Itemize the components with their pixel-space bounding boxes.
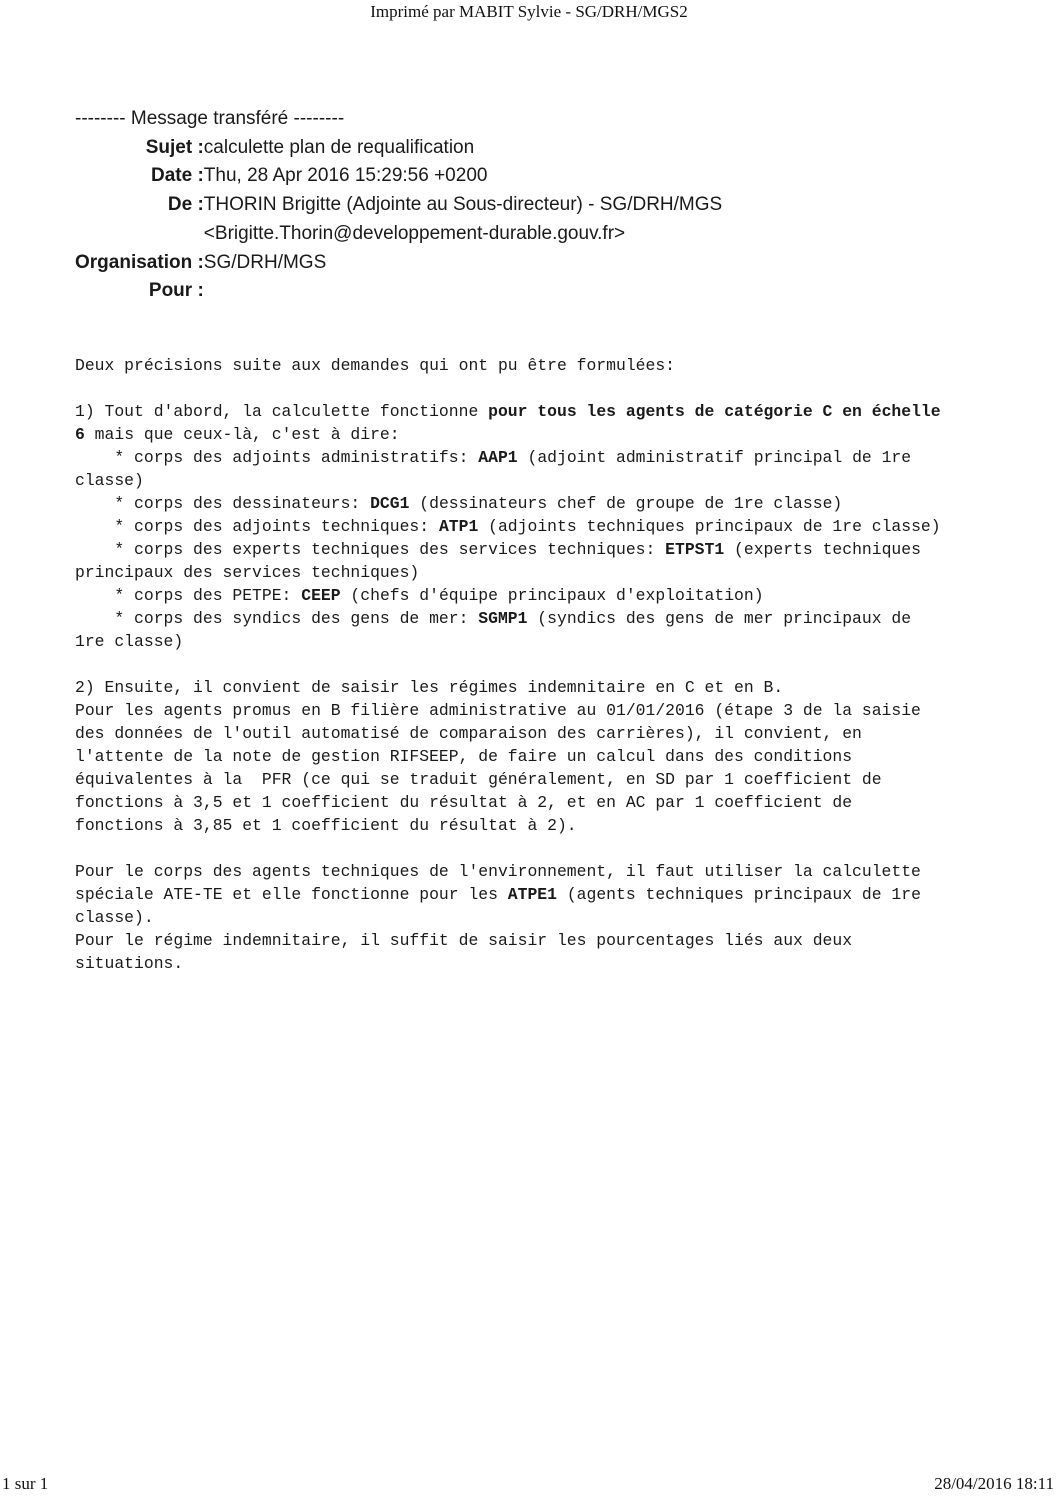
field-label: Organisation : bbox=[75, 251, 204, 273]
header-fields bbox=[75, 134, 722, 306]
corps-code: ATP1 bbox=[438, 517, 479, 536]
from-value bbox=[204, 191, 722, 248]
print-datetime: 28/04/2016 18:11 bbox=[934, 1474, 1054, 1493]
corps-code: CEEP bbox=[301, 586, 341, 605]
field-label: Pour : bbox=[148, 280, 204, 302]
forward-title: -------- Message transféré -------- bbox=[75, 108, 345, 129]
corps-code: AAP1 bbox=[478, 448, 518, 467]
subject-value: calculette plan de requalification bbox=[203, 136, 475, 158]
field-label: De : bbox=[167, 194, 204, 216]
organisation-value: SG/DRH/MGS bbox=[203, 251, 327, 273]
field-from bbox=[75, 191, 722, 248]
corps-label: * corps des experts techniques des services techniques: bbox=[75, 540, 666, 559]
corps-description: (adjoints techniques principaux de 1re classe) bbox=[478, 517, 941, 536]
point-3-code: ATPE1 bbox=[507, 885, 557, 904]
field-organisation bbox=[75, 249, 722, 278]
corps-list-item bbox=[75, 609, 911, 651]
to-value bbox=[204, 277, 722, 306]
intro-paragraph: Deux précisions suite aux demandes qui ont pu être formulées: bbox=[75, 356, 675, 375]
point-3-text: Pour le corps des agents techniques de l'environnement, il faut utiliser la calculette spéciale ATE-TE et elle fonctionne pour les bbox=[75, 862, 921, 904]
point-2-paragraph: 2) Ensuite, il convient de saisir les régimes indemnitaire en C et en B. Pour les agents promus en B filière administrative au 01/01/2016 (étape 3 de la saisie des données de l'outil automatisé de comparaison des carrières), il convient, en l'attente de la note de gestion RIFSEEP, de faire un calcul dans des conditions équivalentes à la PFR (ce qui se traduit généralement, en SD par 1 coefficient de fonctions à 3,5 et 1 coefficient du résultat à 2, et en AC par 1 coefficient de fonctions à 3,85 et 1 coefficient du résultat à 2). bbox=[75, 678, 921, 835]
corps-list-item bbox=[75, 586, 764, 605]
forwarded-message-header bbox=[75, 105, 722, 306]
field-subject bbox=[75, 134, 722, 163]
date-value: Thu, 28 Apr 2016 15:29:56 +0200 bbox=[203, 165, 488, 187]
corps-list-item bbox=[75, 448, 911, 490]
field-label: Sujet : bbox=[145, 136, 204, 158]
field-label: Date : bbox=[151, 165, 204, 187]
message-body bbox=[75, 354, 995, 975]
corps-description: (chefs d'équipe principaux d'exploitation) bbox=[340, 586, 764, 605]
corps-description: (experts techniques principaux des services techniques) bbox=[75, 540, 921, 582]
corps-description: (adjoint administratif principal de 1re classe) bbox=[75, 448, 912, 490]
corps-description: (dessinateurs chef de groupe de 1re classe) bbox=[409, 494, 843, 513]
corps-code: ETPST1 bbox=[665, 540, 725, 559]
corps-description: (syndics des gens de mer principaux de 1re classe) bbox=[75, 609, 912, 651]
corps-code: SGMP1 bbox=[478, 609, 528, 628]
corps-list-item bbox=[75, 540, 921, 582]
point-1-emphasis: pour tous les agents de catégorie C en échelle 6 bbox=[75, 402, 941, 444]
corps-list-item bbox=[75, 494, 842, 513]
corps-label: * corps des syndics des gens de mer: bbox=[75, 609, 479, 628]
corps-label: * corps des adjoints techniques: bbox=[75, 517, 439, 536]
corps-label: * corps des adjoints administratifs: bbox=[75, 448, 479, 467]
corps-label: * corps des dessinateurs: bbox=[75, 494, 371, 513]
corps-list-item bbox=[75, 517, 941, 536]
sender-name: THORIN Brigitte (Adjointe au Sous-directeur) - SG/DRH/MGS bbox=[203, 194, 723, 216]
corps-label: * corps des PETPE: bbox=[75, 586, 302, 605]
point-1-text-end: mais que ceux-là, c'est à dire: bbox=[84, 425, 400, 444]
sender-email: <Brigitte.Thorin@developpement-durable.gouv.fr> bbox=[203, 222, 626, 244]
point-3-text-end: (agents techniques principaux de 1re classe). Pour le régime indemnitaire, il suffit de saisir les pourcentages liés aux deux situations. bbox=[75, 885, 921, 973]
page-number: 1 sur 1 bbox=[2, 1474, 49, 1493]
field-to bbox=[75, 277, 722, 306]
point-1-text: 1) Tout d'abord, la calculette fonctionne bbox=[75, 402, 489, 421]
corps-code: DCG1 bbox=[370, 494, 410, 513]
print-header: Imprimé par MABIT Sylvie - SG/DRH/MGS2 bbox=[370, 2, 688, 21]
field-date bbox=[75, 162, 722, 191]
